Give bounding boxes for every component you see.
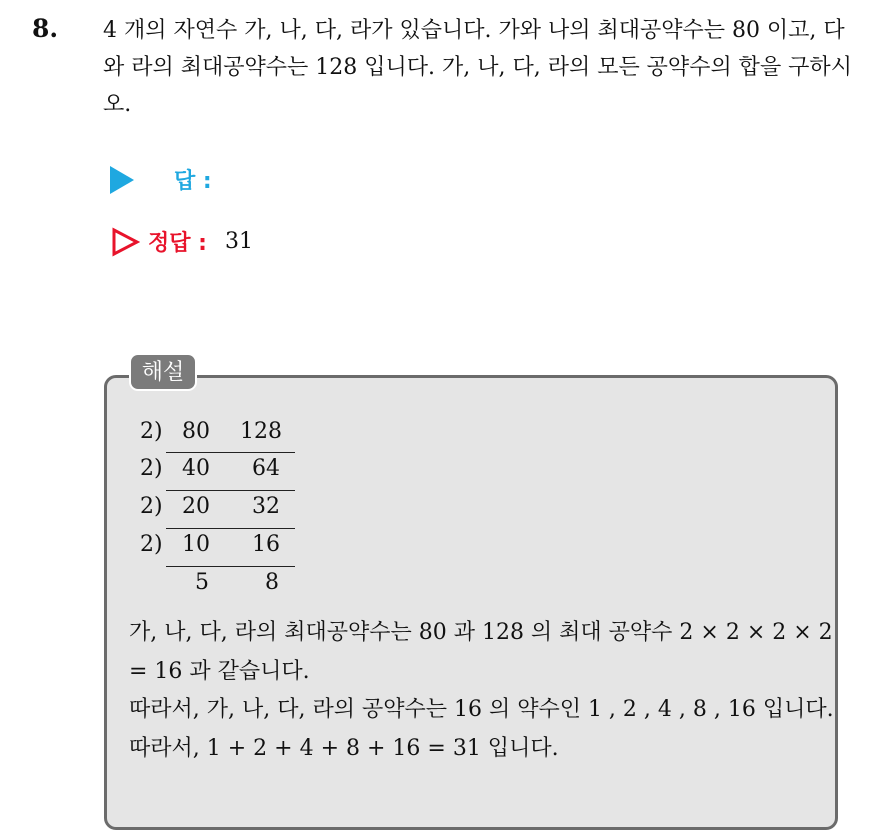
quotient-b: 8	[265, 570, 279, 595]
dividend-a: 40	[182, 456, 210, 481]
quotient-a: 5	[195, 570, 209, 595]
dividend-b: 128	[240, 419, 282, 444]
answer-label: 답 :	[174, 169, 212, 194]
dividend-a: 20	[182, 494, 210, 519]
division-line	[166, 452, 295, 453]
outline-triangle-icon	[110, 227, 140, 257]
divisor: 2)	[140, 456, 163, 481]
answer-row	[110, 164, 212, 195]
dividend-b: 16	[252, 532, 280, 557]
dividend-b: 32	[252, 494, 280, 519]
play-triangle-icon	[110, 166, 134, 194]
question-text: 4 개의 자연수 가, 나, 다, 라가 있습니다. 가와 나의 최대공약수는 80 이고, 다와 라의 최대공약수는 128 입니다. 가, 나, 다, 라의 모든 공약수의 합을 구하시오.	[103, 18, 852, 117]
explanation-line: 따라서, 1 + 2 + 4 + 8 + 16 = 31 입니다.	[129, 735, 559, 761]
dividend-a: 10	[182, 532, 210, 557]
division-line	[166, 566, 295, 567]
divisor: 2)	[140, 494, 163, 519]
correct-answer-row	[110, 226, 253, 257]
question-number: 8.	[32, 14, 59, 43]
division-line	[166, 528, 295, 529]
correct-answer-value: 31	[224, 229, 253, 254]
explanation-line: 따라서, 가, 나, 다, 라의 공약수는 16 의 약수인 1 , 2 , 4 , 8 , 16 입니다.	[129, 697, 834, 722]
dividend-a: 80	[182, 419, 210, 444]
divisor: 2)	[140, 419, 163, 444]
division-line	[166, 490, 295, 491]
solution-tab: 해설	[129, 353, 197, 391]
divisor: 2)	[140, 532, 163, 557]
explanation-line: 가, 나, 다, 라의 최대공약수는 80 과 128 의 최대 공약수 2 × 2 × 2 × 2 = 16 과 같습니다.	[129, 620, 833, 684]
solution-explanation	[129, 614, 834, 768]
dividend-b: 64	[252, 456, 280, 481]
correct-answer-label: 정답 :	[148, 231, 207, 256]
